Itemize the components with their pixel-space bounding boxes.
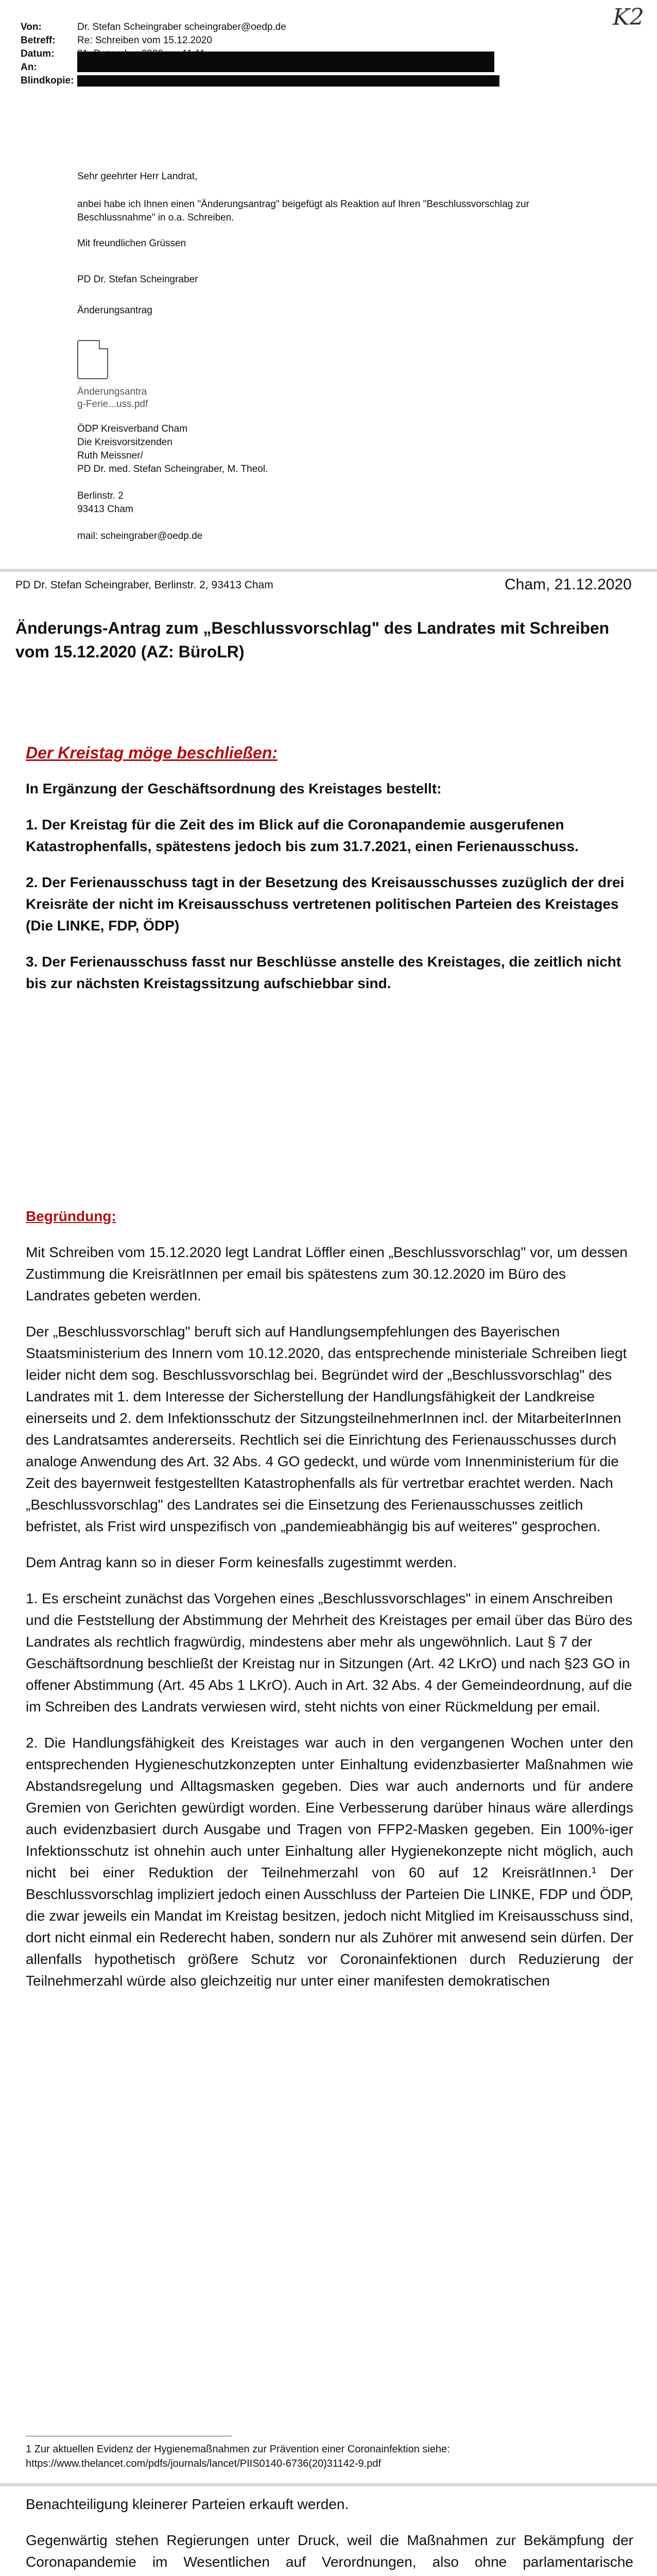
date-key: Datum: xyxy=(21,48,55,59)
email-signature-block xyxy=(77,422,268,543)
reason-paragraph: Gegenwärtig stehen Regierungen unter Druck, weil die Maßnahmen zur Bekämpfung der Coronapandemie im Wesentlichen auf Verordnungen, also ohne parlamentarische xyxy=(26,2532,633,2570)
email-greeting: Sehr geehrter Herr Landrat, xyxy=(77,171,198,182)
motion-point-2: 2. Der Ferienausschuss tagt in der Besetzung des Kreisausschusses zuzüglich der drei Kreisräte der nicht im Kreisausschuss vertretenen politischen Parteien des Kreistages (Die LINKE, FDP, ÖDP) xyxy=(26,874,625,934)
letter-body-1 xyxy=(26,742,633,1009)
from-key: Von: xyxy=(21,22,42,32)
email-closing: Mit freundlichen Grüssen xyxy=(77,238,186,249)
reason-paragraph: Mit Schreiben vom 15.12.2020 legt Landrat Löffler einen „Beschlussvorschlag" vor, um dessen Zustimmung die KreisrätInnen per email bis spätestens zum 30.12.2020 im Büro des Landrates gebeten werden. xyxy=(26,1244,628,1303)
sig-line: Die Kreisvorsitzenden xyxy=(77,437,172,448)
place-date: Cham, 21.12.2020 xyxy=(505,576,632,593)
page-separator xyxy=(0,569,657,572)
pdf-file-icon[interactable] xyxy=(77,340,108,379)
attachment-name-2[interactable]: g-Ferie...uss.pdf xyxy=(77,399,148,410)
motion-heading: Der Kreistag möge beschließen: xyxy=(26,743,278,762)
to-key: An: xyxy=(21,62,37,73)
attachment-title: Änderungsantrag xyxy=(77,305,152,316)
letter-body-2 xyxy=(26,1206,633,2006)
motion-point-3: 3. Der Ferienausschuss fasst nur Beschlüsse anstelle des Kreistages, die zeitlich nicht bis zur nächsten Kreistagssitzung aufschiebbar sind. xyxy=(26,954,621,991)
sig-line: Ruth Meissner/ xyxy=(77,450,143,461)
bcc-redaction xyxy=(77,75,499,87)
reason-heading: Begründung: xyxy=(26,1208,116,1224)
sender-line: PD Dr. Stefan Scheingraber, Berlinstr. 2, 93413 Cham xyxy=(15,579,273,591)
reason-paragraph: 2. Die Handlungsfähigkeit des Kreistages war auch in den vergangenen Wochen unter den entsprechenden Hygieneschutzkonzepten unter Einhaltung evidenzbasierter Maßnahmen wie Abstandsregelung und Alltagsmasken gegeben. Dies war auch andernorts und für andere Gremien von Gerichten gewürdigt worden. Eine Verbesserung darüber hinaus wäre allerdings auch evidenzbasiert durch Ausgabe und Tragen von FFP2-Masken gegeben. Ein 100%-iger Infektionsschutz ist ohnehin auch unter Einhaltung aller Hygienekonzepte nicht möglich, auch nicht bei einer Reduktion der Teilnehmerzahl von 60 auf 12 KreisrätInnen.¹ Der Beschlussvorschlag impliziert jedoch einen Ausschluss der Parteien Die LINKE, FDP und ÖDP, die zwar jeweils ein Mandat im Kreistag besitzen, jedoch nicht Mitglied im Kreisausschuss sind, dort nicht einmal ein Rederecht haben, sondern nur als Zuhörer mit anwesend sein dürfen. Der allenfalls hypothetisch größere Schutz vor Coronainfektionen durch Reduzierung der Teilnehmerzahl würde also gleichzeitig nur unter einer manifesten demokratischen xyxy=(26,1735,633,1989)
sig-line: 93413 Cham xyxy=(77,504,133,515)
sig-line: PD Dr. med. Stefan Scheingraber, M. Theol. xyxy=(77,464,268,474)
corner-mark: K2 xyxy=(613,4,644,30)
letter-body-3 xyxy=(26,2494,633,2576)
sig-line: Berlinstr. 2 xyxy=(77,490,124,501)
attachment-name-1[interactable]: Änderungsantra xyxy=(77,386,147,397)
sig-line xyxy=(77,516,268,530)
sig-line xyxy=(77,476,268,489)
motion-intro: In Ergänzung der Geschäftsordnung des Kreistages bestellt: xyxy=(26,781,442,796)
page-separator xyxy=(0,2483,657,2486)
email-body: anbei habe ich Ihnen einen "Änderungsantrag" beigefügt als Reaktion auf Ihren "Beschlussvorschlag zur Beschlussnahme" in o.a. Schreiben. xyxy=(77,199,529,223)
bcc-key: Blindkopie: xyxy=(21,75,74,86)
footnote-1: 1 Zur aktuellen Evidenz der Hygienemaßnahmen zur Prävention einer Coronainfektion siehe: https://www.thelancet.com/pdfs/journals/lancet/PIIS0140-6736(20)31142-9.pdf xyxy=(26,2444,450,2469)
motion-point-1: 1. Der Kreistag für die Zeit des im Blick auf die Coronapandemie ausgerufenen Katastrophenfalls, spätestens jedoch bis zum 31.7.2021, einen Ferienausschuss. xyxy=(26,817,579,854)
reason-paragraph: Der „Beschlussvorschlag" beruft sich auf Handlungsempfehlungen des Bayerischen Staatsministerium des Innern vom 10.12.2020, das entsprechende ministeriale Schreiben liegt leider nicht dem sog. Beschlussvorschlag bei. Begründet wird der „Beschlussvorschlag" des Landrates mit 1. dem Interesse der Sicherstellung der Handlungsfähigkeit der Landkreise einerseits und 2. dem Infektionsschutz der SitzungsteilnehmerInnen incl. der MitarbeiterInnen des Landratsamtes andererseits. Rechtlich sei die Einrichtung des Ferienausschusses durch analoge Anwendung des Art. 32 Abs. 4 GO gedeckt, und würde vom Innenministerium für die Zeit des bayernweit festgestellten Katastrophenfalls als für vertretbar erachtet werden. Nach „Beschlussvorschlag" des Landrates sei die Einsetzung des Ferienausschusses zeitlich befristet, als Frist wird unspezifisch von „pandemieabhängig bis auf weiteres" gesprochen. xyxy=(26,1324,627,1534)
reason-paragraph: 1. Es erscheint zunächst das Vorgehen eines „Beschlussvorschlages" in einem Anschreiben und die Feststellung der Abstimmung der Mehrheit des Kreistages per email über das Büro des Landrates als rechtlich fragwürdig, mindestens aber mehr als ungewöhnlich. Laut § 7 der Geschäftsordnung beschließt der Kreistag nur in Sitzungen (Art. 42 LKrO) und nach §23 GO in offener Abstimmung (Art. 45 Abs 1 LKrO). Auch in Art. 32 Abs. 4 der Gemeindeordnung, auf die im Schreiben des Landrats verwiesen wird, steht nichts von einer Rückmeldung per email. xyxy=(26,1590,633,1715)
subject-value: Re: Schreiben vom 15.12.2020 xyxy=(77,35,212,46)
email-signer: PD Dr. Stefan Scheingraber xyxy=(77,274,198,285)
letter-title: Änderungs-Antrag zum „Beschlussvorschlag" des Landrates mit Schreiben vom 15.12.2020 (AZ: BüroLR) xyxy=(15,619,610,661)
sig-line: mail: scheingraber@oedp.de xyxy=(77,531,203,541)
sig-line: ÖDP Kreisverband Cham xyxy=(77,423,188,434)
subject-key: Betreff: xyxy=(21,35,56,46)
reason-paragraph: Dem Antrag kann so in dieser Form keinesfalls zugestimmt werden. xyxy=(26,1554,457,1570)
from-value: Dr. Stefan Scheingraber scheingraber@oedp.de xyxy=(77,22,286,32)
reason-paragraph: Benachteiligung kleinerer Parteien erkauft werden. xyxy=(26,2496,349,2512)
redaction-bar xyxy=(77,52,494,72)
